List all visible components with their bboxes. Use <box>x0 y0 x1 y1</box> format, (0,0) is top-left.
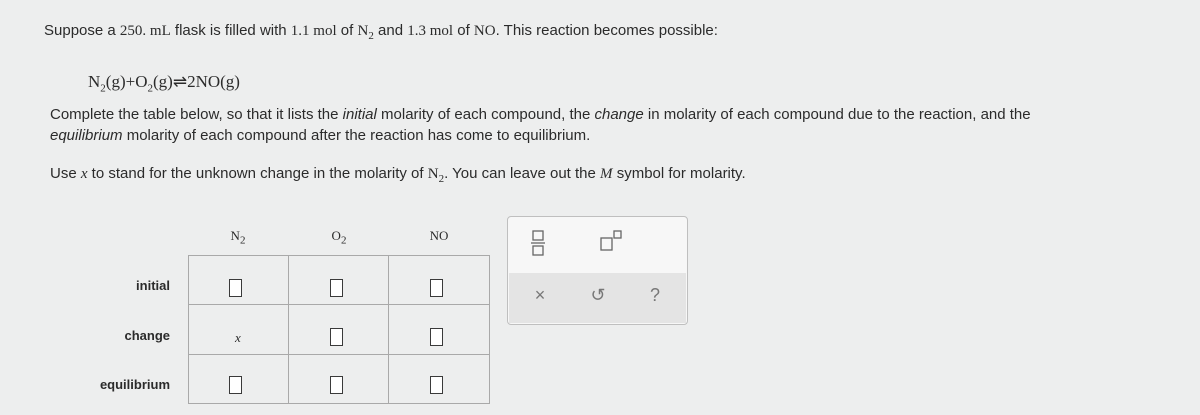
instruction-text: to stand for the unknown change in the molarity of <box>87 165 428 182</box>
change-o2-input[interactable] <box>330 328 343 346</box>
initial-no-input[interactable] <box>430 279 443 297</box>
intro-text: Suppose a <box>44 22 120 39</box>
instruction-text: in molarity of each compound due to the reaction, and the <box>643 106 1031 123</box>
grid-line <box>188 354 490 355</box>
instruction-text: molarity of each compound, the <box>376 106 595 123</box>
instruction-emphasis: initial <box>342 106 377 123</box>
intro-text: of <box>336 22 358 39</box>
instruction-text: molarity of each compound after the reaction has come to equilibrium. <box>122 127 591 144</box>
undo-icon[interactable]: ↺ <box>590 285 606 305</box>
eq-product: 2NO <box>187 72 221 91</box>
instruction-text: . You can leave out the <box>444 165 601 182</box>
change-n2-value: x <box>235 330 241 345</box>
grid-line <box>188 304 490 305</box>
no-formula: NO <box>473 23 496 39</box>
n2-formula: N <box>427 166 439 182</box>
equilibrium-arrow-icon: ⇌ <box>172 72 188 91</box>
no-amount: 1.3 mol <box>407 23 454 39</box>
n2-formula: N <box>357 23 369 39</box>
fraction-icon[interactable] <box>530 229 546 257</box>
grid-line <box>188 403 490 404</box>
help-icon[interactable]: ? <box>649 285 660 305</box>
equilibrium-o2-input[interactable] <box>330 376 343 394</box>
n2-subscript: 2 <box>368 30 374 42</box>
grid-line <box>188 255 490 256</box>
grid-line <box>489 255 490 404</box>
column-label: NO <box>429 228 449 243</box>
equilibrium-n2-input[interactable] <box>229 376 242 394</box>
eq-o2-sub: 2 <box>147 82 153 95</box>
toolbar-actions <box>509 273 686 323</box>
row-label-initial: initial <box>136 278 170 293</box>
equilibrium-no-input[interactable] <box>430 376 443 394</box>
question-intro <box>44 22 718 42</box>
eq-state: (g) <box>220 72 240 91</box>
instruction-emphasis: equilibrium <box>50 127 123 144</box>
row-label-change: change <box>124 328 170 343</box>
instruction-text: Use <box>50 165 81 182</box>
intro-text: of <box>453 22 474 39</box>
intro-text: . This reaction becomes possible: <box>495 22 718 39</box>
column-header-n2 <box>188 228 288 247</box>
eq-n2: N <box>88 72 101 91</box>
initial-o2-input[interactable] <box>330 279 343 297</box>
n2-amount: 1.1 mol <box>290 23 337 39</box>
eq-o2: O <box>135 72 148 91</box>
row-label-equilibrium: equilibrium <box>99 377 170 392</box>
instruction-line <box>50 106 1031 123</box>
instruction-line <box>50 165 746 185</box>
change-no-input[interactable] <box>430 328 443 346</box>
math-toolbar <box>507 216 688 325</box>
eq-plus: + <box>125 72 136 91</box>
eq-n2-sub: 2 <box>100 82 106 95</box>
instruction-emphasis: change <box>594 106 644 123</box>
column-sub: 2 <box>239 234 246 247</box>
instruction-text: Complete the table below, so that it lists the <box>50 106 343 123</box>
intro-text: and <box>373 22 408 39</box>
grid-line <box>188 255 189 404</box>
intro-text: flask is filled with <box>170 22 291 39</box>
column-label: O <box>331 228 341 243</box>
column-label: N <box>230 228 240 243</box>
instruction-text: symbol for molarity. <box>612 165 746 182</box>
eq-state: (g) <box>152 72 173 91</box>
clear-icon[interactable]: × <box>534 285 546 305</box>
molarity-symbol: M <box>600 166 613 182</box>
eq-state: (g) <box>105 72 126 91</box>
initial-n2-input[interactable] <box>229 279 242 297</box>
reaction-equation <box>88 72 240 94</box>
column-header-o2 <box>289 228 389 247</box>
column-header-no <box>389 228 489 247</box>
n2-subscript: 2 <box>438 173 445 185</box>
flask-volume: 250. mL <box>119 23 171 39</box>
grid-line <box>288 255 289 404</box>
variable-x: x <box>80 166 88 182</box>
column-sub: 2 <box>340 234 347 247</box>
superscript-icon[interactable] <box>599 229 623 253</box>
grid-line <box>388 255 389 404</box>
instruction-line <box>50 127 590 144</box>
